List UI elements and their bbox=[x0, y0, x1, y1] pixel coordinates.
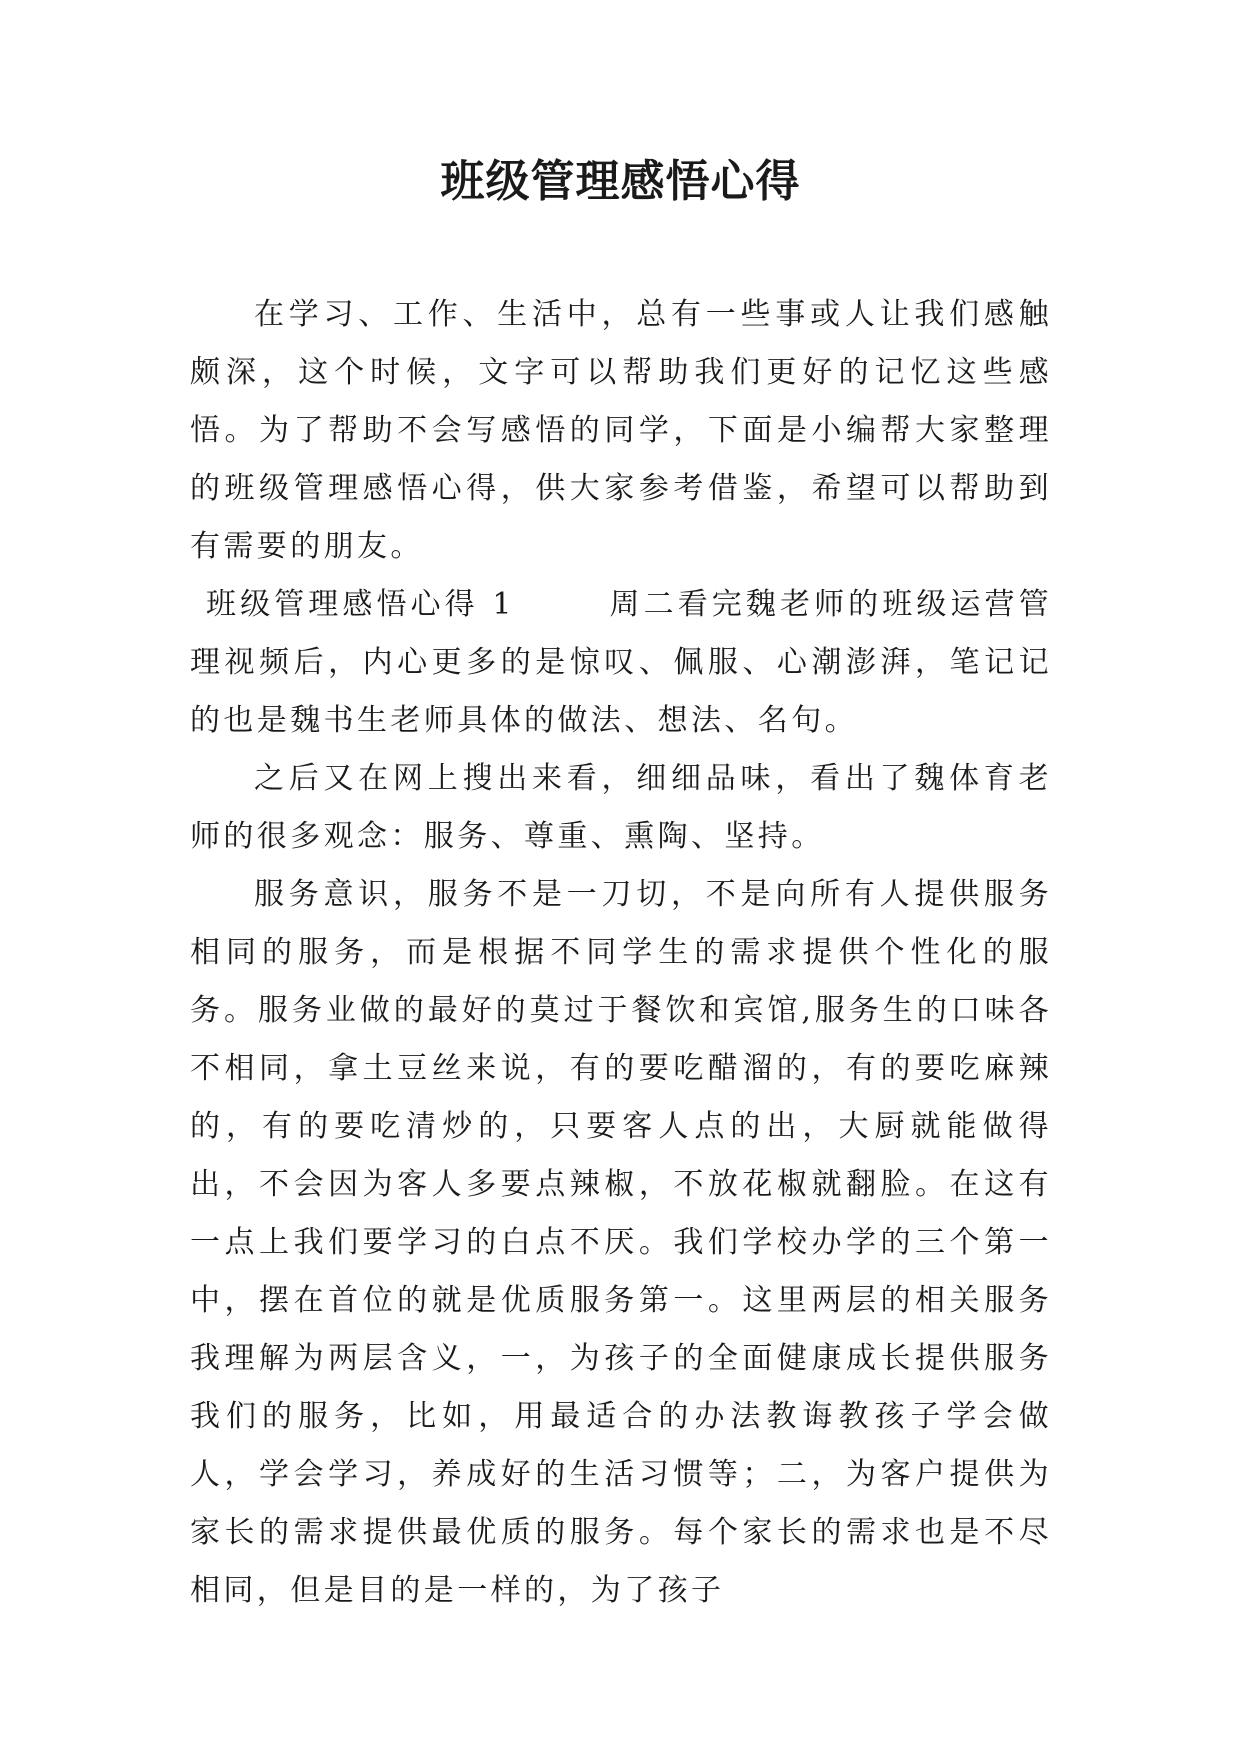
paragraph-3: 服务意识，服务不是一刀切，不是向所有人提供服务相同的服务，而是根据不同学生的需求提供个性化的服务。服务业做的最好的莫过于餐饮和宾馆,服务生的口味各不相同，拿土豆丝来说，有的要吃醋溜的，有的要吃麻辣的，有的要吃清炒的，只要客人点的出，大厨就能做得出，不会因为客人多要点辣椒，不放花椒就翻脸。在这有一点上我们要学习的白点不厌。我们学校办学的三个第一中，摆在首位的就是优质服务第一。这里两层的相关服务我理解为两层含义，一，为孩子的全面健康成长提供服务我们的服务，比如，用最适合的办法教诲教孩子学会做人，学会学习，养成好的生活习惯等；二，为客户提供为家长的需求提供最优质的服务。每个家长的需求也是不尽相同，但是目的是一样的，为了孩子 bbox=[190, 877, 1052, 1608]
intro-paragraph: 在学习、工作、生活中，总有一些事或人让我们感触颇深，这个时候，文字可以帮助我们更好的记忆这些感悟。为了帮助不会写感悟的同学，下面是小编帮大家整理的班级管理感悟心得，供大家参考借鉴，希望可以帮助到有需要的朋友。 bbox=[190, 297, 1052, 564]
document-body bbox=[190, 286, 1052, 1620]
paragraph-2: 之后又在网上搜出来看，细细品味，看出了魏体育老师的很多观念：服务、尊重、熏陶、坚持。 bbox=[190, 761, 1052, 854]
section-1-heading: 班级管理感悟心得 1 bbox=[206, 587, 515, 622]
page-title: 班级管理感悟心得 bbox=[440, 156, 801, 207]
section-1-paragraph bbox=[190, 576, 1052, 750]
section-1-text: 周二看完魏老师的班级运营管理视频后，内心更多的是惊叹、佩服、心潮澎湃，笔记记的也是魏书生老师具体的做法、想法、名句。 bbox=[190, 587, 1053, 738]
